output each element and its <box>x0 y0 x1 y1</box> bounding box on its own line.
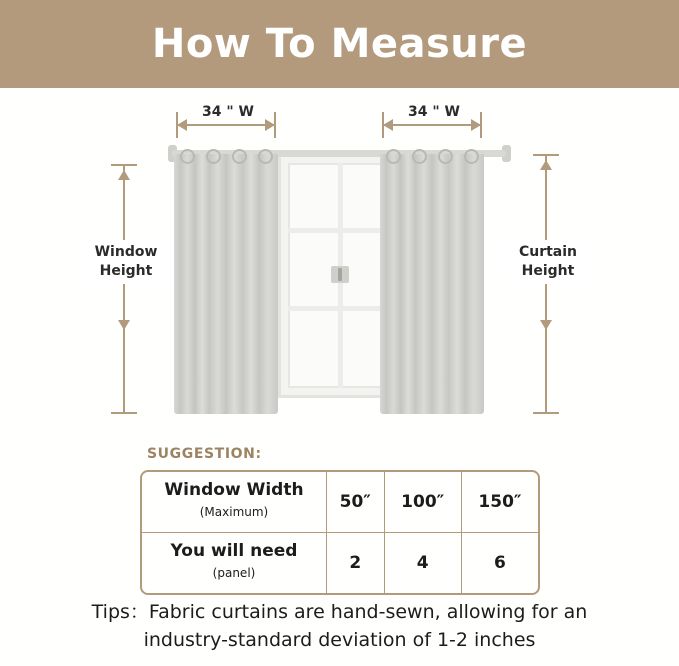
row-header-you-will-need <box>142 533 327 594</box>
header-banner <box>0 0 679 88</box>
curtain-panel-left <box>174 154 278 414</box>
curtain-height-label-line2: Height <box>521 263 575 279</box>
curtain-height-label <box>500 240 596 284</box>
panel-count-value-2: 4 <box>384 533 461 594</box>
tips-line-1: Fabric curtains are hand-sewn, allowing for an <box>148 601 588 623</box>
suggestion-table <box>140 470 540 595</box>
grommet-row-right <box>380 148 484 164</box>
arrowhead-icon <box>177 119 187 131</box>
table-row <box>142 533 538 594</box>
grommet-icon <box>464 149 479 164</box>
grommet-icon <box>258 149 273 164</box>
curtain-height-label-line1: Curtain <box>518 244 578 260</box>
grommet-icon <box>386 149 401 164</box>
table-row <box>142 472 538 533</box>
suggestion-label: SUGGESTION: <box>147 446 262 462</box>
grommet-icon <box>206 149 221 164</box>
row-header-text: Window Width <box>164 480 304 500</box>
window-mullion-horizontal-bottom <box>288 306 392 311</box>
row-header-sub: (panel) <box>212 566 256 580</box>
window-width-value-1: 50″ <box>327 472 385 533</box>
row-header-sub: (Maximum) <box>199 505 269 519</box>
grommet-icon <box>412 149 427 164</box>
window-mullion-horizontal-top <box>288 228 392 233</box>
tips-label: Tips： <box>91 601 149 623</box>
tips-section <box>0 598 679 654</box>
grommet-icon <box>438 149 453 164</box>
window-width-value-2: 100″ <box>384 472 461 533</box>
panel-count-value-3: 6 <box>461 533 538 594</box>
row-header-text: You will need <box>170 541 298 561</box>
grommet-icon <box>180 149 195 164</box>
window-height-dimension-line <box>123 164 125 414</box>
arrowhead-icon <box>540 160 552 170</box>
curtain-height-dimension-line <box>545 154 547 414</box>
page-title: How To Measure <box>151 21 528 67</box>
width-dimension-line-right <box>382 124 482 126</box>
arrowhead-icon <box>265 119 275 131</box>
panel-count-value-1: 2 <box>327 533 385 594</box>
arrowhead-icon <box>383 119 393 131</box>
measurement-diagram <box>0 88 679 438</box>
width-label-right: 34 " W <box>403 104 465 120</box>
width-dimension-line-left <box>176 124 276 126</box>
window-height-label-line2: Height <box>99 263 153 279</box>
width-label-left: 34 " W <box>197 104 259 120</box>
window-height-label <box>78 240 174 284</box>
window-handle <box>331 266 349 283</box>
row-header-window-width <box>142 472 327 533</box>
arrowhead-icon <box>118 320 130 330</box>
arrowhead-icon <box>471 119 481 131</box>
curtain-panel-right <box>380 154 484 414</box>
grommet-icon <box>232 149 247 164</box>
arrowhead-icon <box>118 170 130 180</box>
window-width-value-3: 150″ <box>461 472 538 533</box>
tips-first-line <box>0 598 679 626</box>
tips-line-2: industry-standard deviation of 1-2 inches <box>143 629 536 651</box>
window-height-label-line1: Window <box>94 244 158 260</box>
arrowhead-icon <box>540 320 552 330</box>
grommet-row-left <box>174 148 278 164</box>
